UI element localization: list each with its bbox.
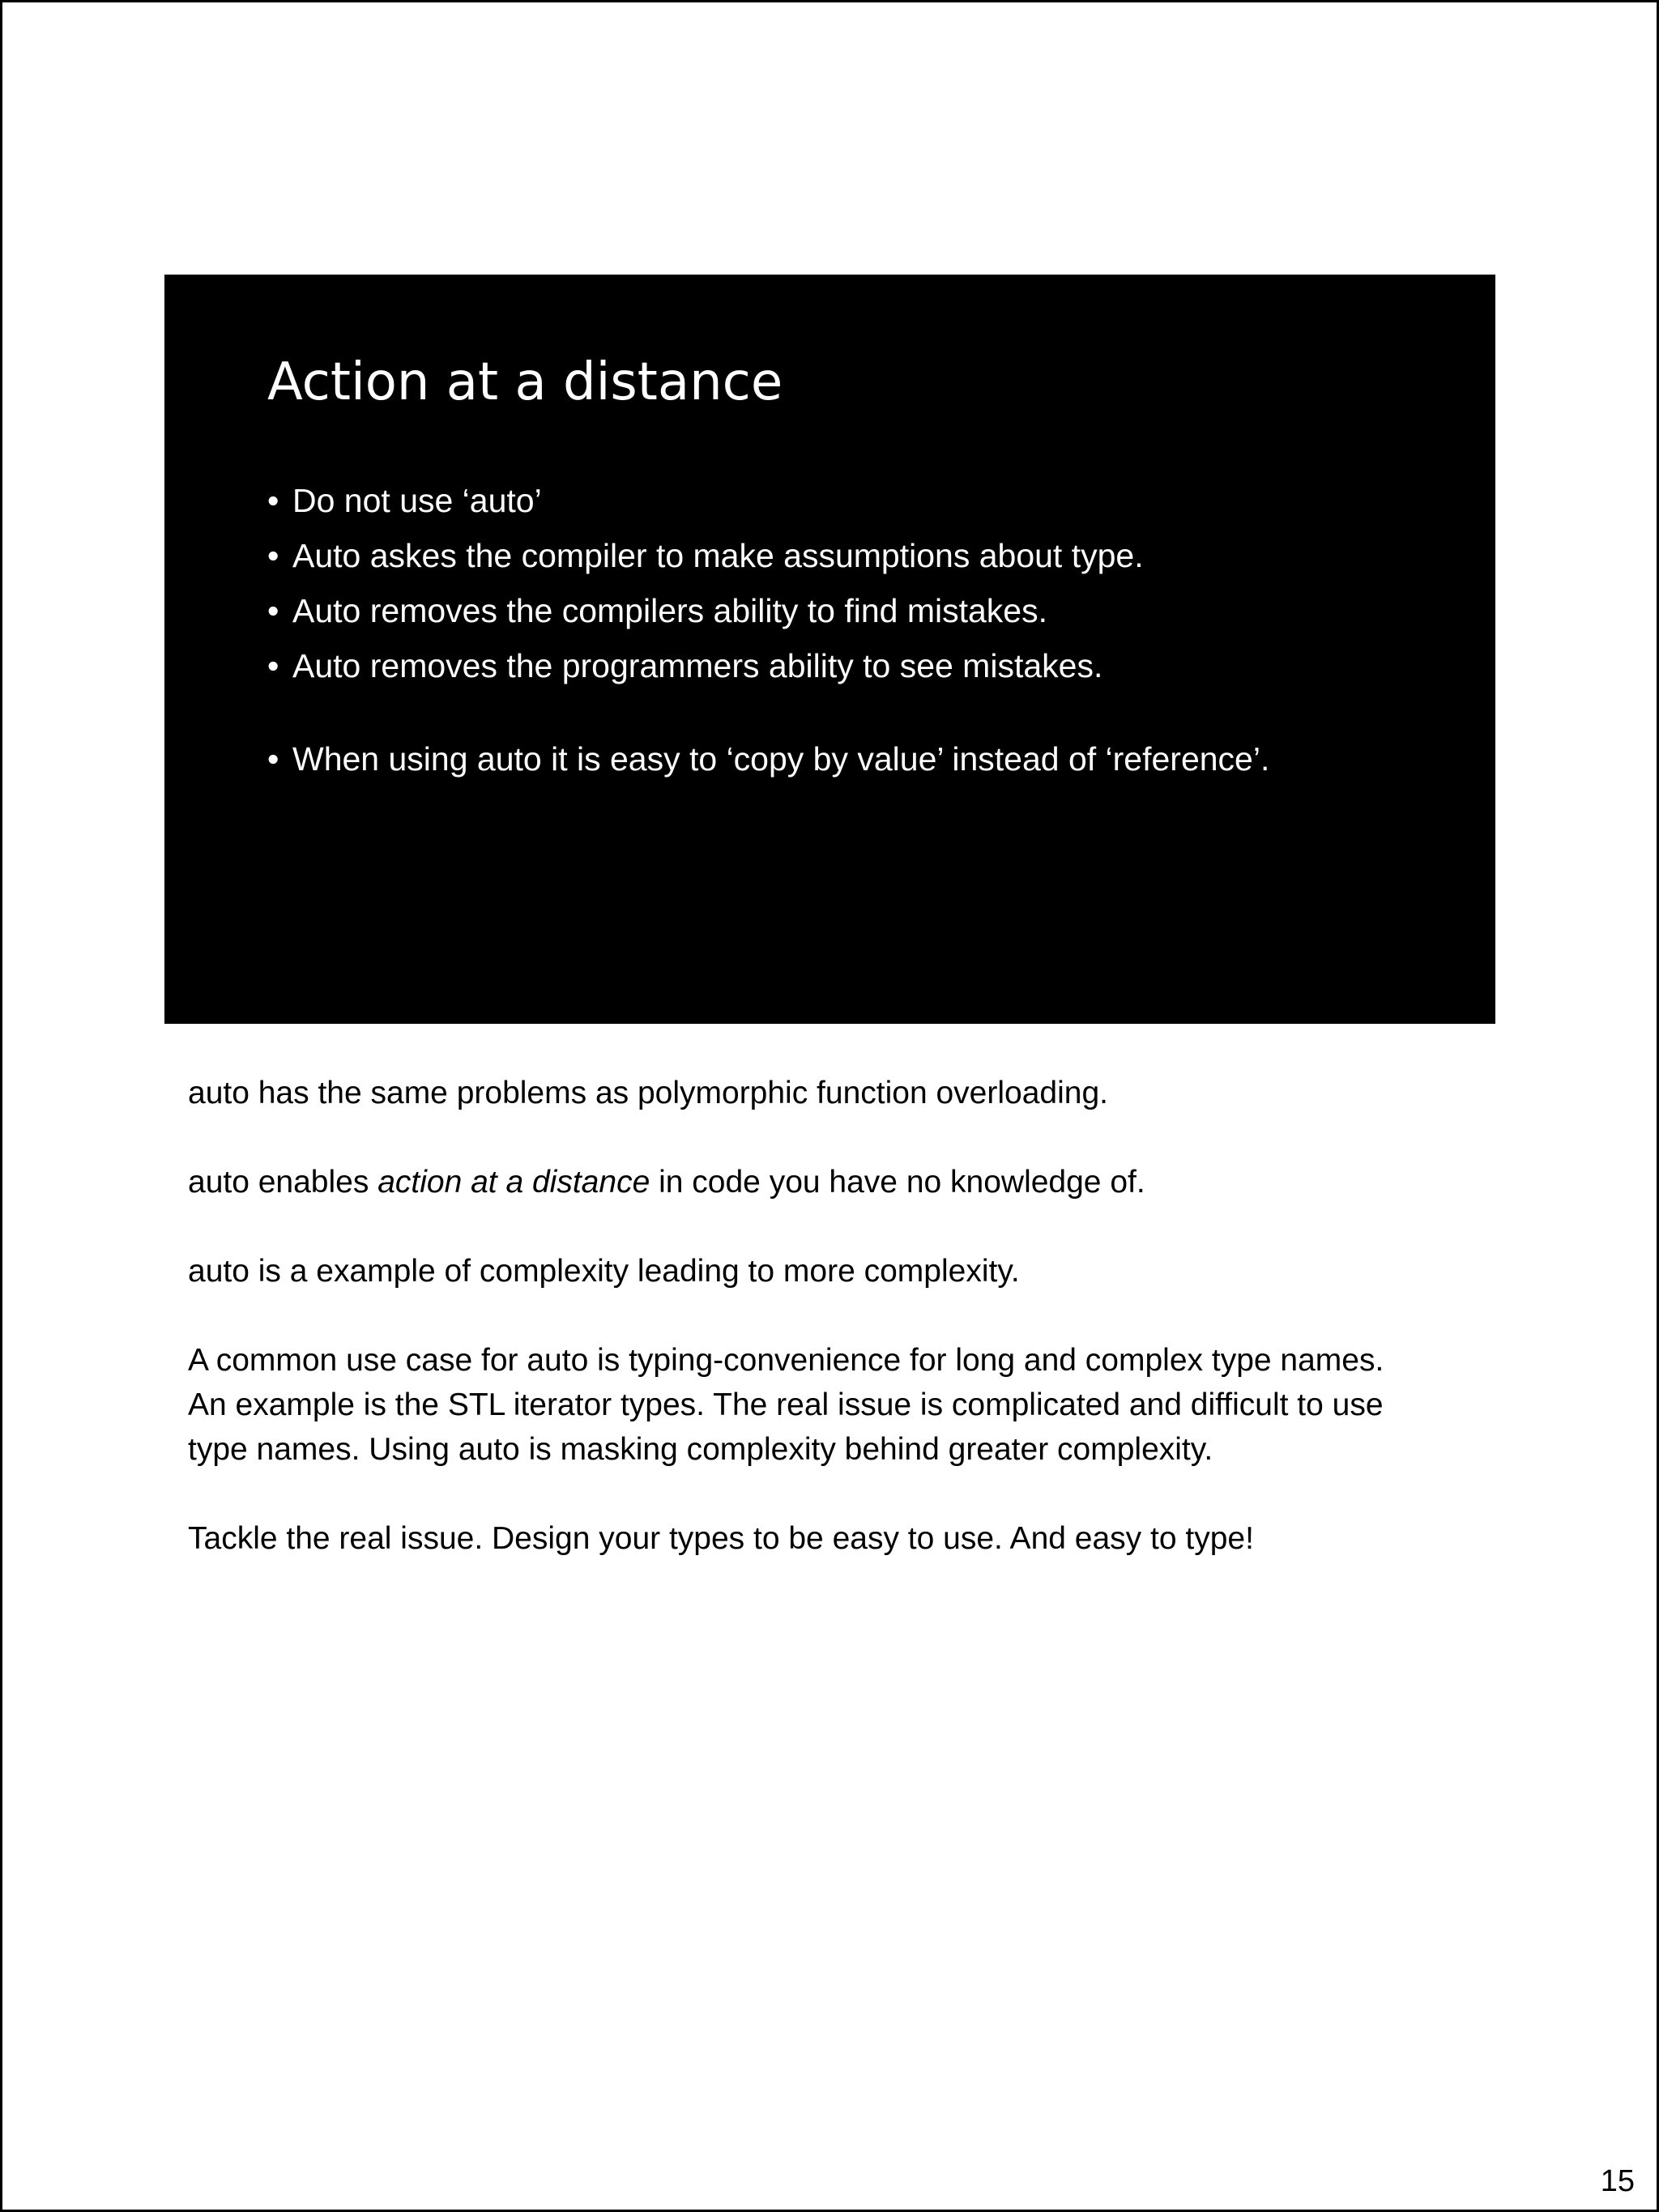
- page-number: 15: [1600, 2164, 1635, 2198]
- notes-line: A common use case for auto is typing-convenience for long and complex type names.: [188, 1343, 1384, 1378]
- notes-paragraph: [188, 1160, 1484, 1204]
- bullet-text: Auto askes the compiler to make assumptions about type.: [292, 537, 1144, 574]
- bullet-item: [267, 473, 1269, 528]
- notes-paragraph: Tackle the real issue. Design your types to be easy to use. And easy to type!: [188, 1521, 1254, 1556]
- bullet-item: [267, 731, 1269, 786]
- bullet-dot: •: [267, 537, 279, 574]
- bullet-dot: •: [267, 482, 279, 519]
- bullet-item: [267, 583, 1269, 638]
- bullet-dot: •: [267, 592, 279, 629]
- bullet-dot: •: [267, 647, 279, 684]
- bullet-item: [267, 638, 1269, 693]
- notes-paragraph: [188, 1338, 1484, 1472]
- bullet-text: Auto removes the programmers ability to see mistakes.: [292, 647, 1103, 684]
- bullet-item: [267, 528, 1269, 583]
- notes-paragraph: auto is a example of complexity leading to more complexity.: [188, 1254, 1020, 1289]
- bullet-dot: •: [267, 740, 279, 778]
- notes-emphasis: action at a distance: [377, 1165, 650, 1200]
- slide-title: Action at a distance: [267, 352, 783, 412]
- notes-line: An example is the STL iterator types. The real issue is complicated and difficult to use: [188, 1387, 1384, 1422]
- bullet-text: Do not use ‘auto’: [292, 482, 542, 519]
- slide-image: [164, 275, 1495, 1024]
- notes-paragraph: auto has the same problems as polymorphic function overloading.: [188, 1076, 1108, 1110]
- notes-text: auto enables: [188, 1165, 378, 1200]
- notes-line: type names. Using auto is masking complexity behind greater complexity.: [188, 1432, 1213, 1467]
- slide-bullet-list: [267, 473, 1269, 786]
- speaker-notes: [188, 1071, 1484, 1605]
- bullet-text: Auto removes the compilers ability to find mistakes.: [292, 592, 1047, 629]
- notes-text: in code you have no knowledge of.: [650, 1165, 1145, 1200]
- bullet-text: When using auto it is easy to ‘copy by value’ instead of ‘reference’.: [292, 740, 1270, 778]
